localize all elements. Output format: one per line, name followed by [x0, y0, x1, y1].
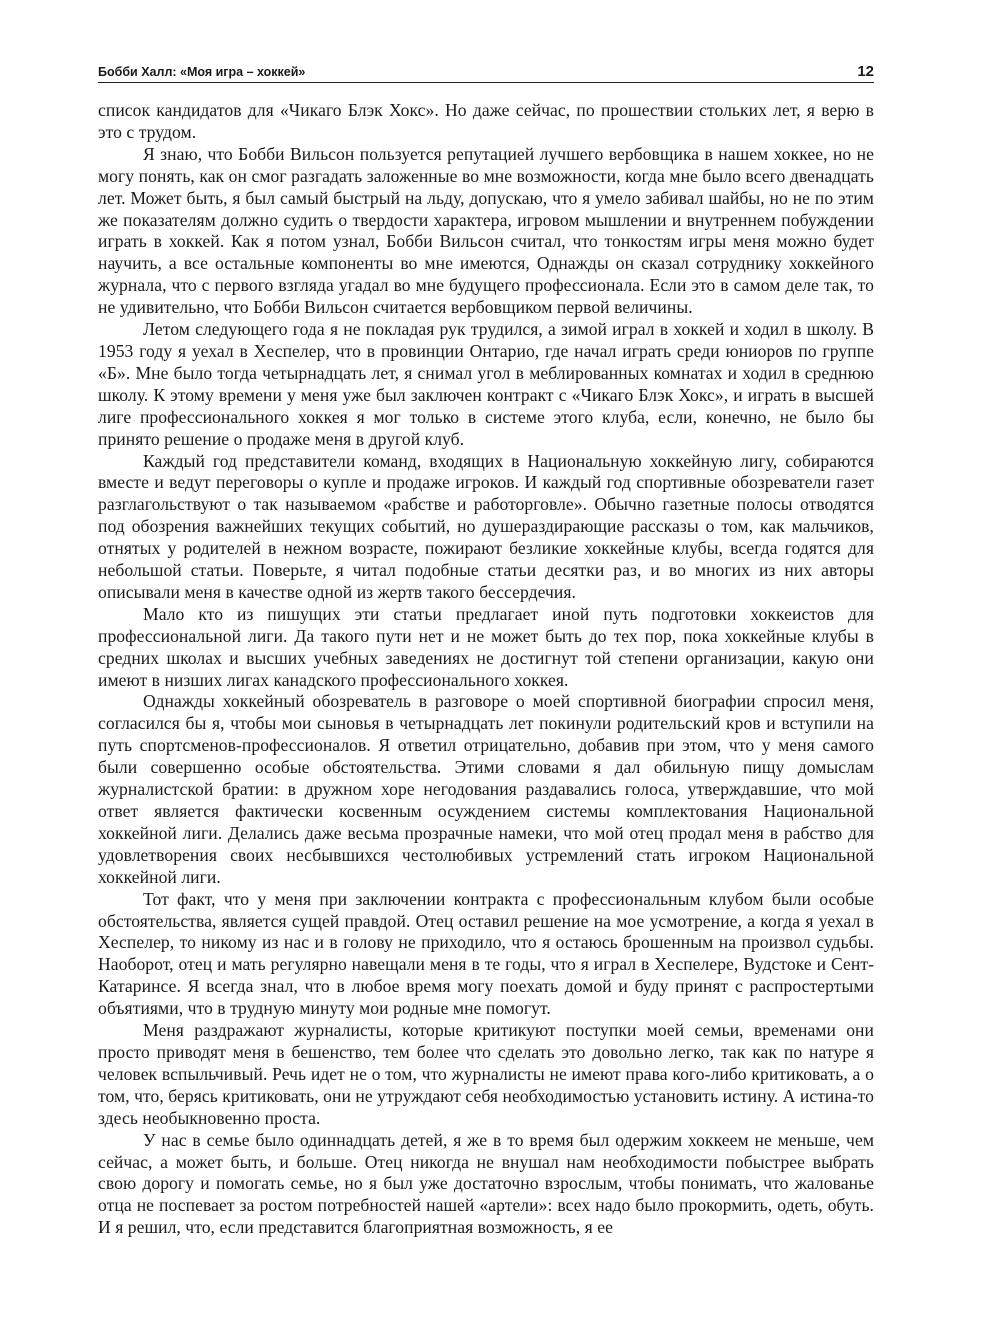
- paragraph: У нас в семье было одиннадцать детей, я же в то время был одержим хоккеем не меньше, чем сейчас, а может быть, и больше. Отец никогда не внушал нам необходимости побыстрее выбрать свою дорогу и помогать семье, но я был уже достаточно взрослым, чтобы понимать, что жалованье отца не поспевает за ростом потребностей нашей «артели»: всех надо было прокормить, одеть, обуть. И я решил, что, если представится благоприятная возможность, я ее: [98, 1129, 874, 1238]
- running-header: [98, 60, 874, 83]
- paragraph: Меня раздражают журналисты, которые критикуют поступки моей семьи, временами они просто приводят меня в бешенство, тем более что сделать это довольно легко, так как по натуре я человек вспыльчивый. Речь идет не о том, что журналисты не имеют права кого-либо критиковать, а о том, что, берясь критиковать, они не утруждают себя необходимостью установить истину. А истина-то здесь необыкновенно проста.: [98, 1020, 874, 1128]
- body-text: [98, 100, 874, 1239]
- paragraph: Тот факт, что у меня при заключении контракта с профессиональным клубом были особые обстоятельства, является сущей правдой. Отец оставил решение на мое усмотрение, а когда я уехал в Хеспелер, то никому из нас и в голову не приходило, что я остаюсь брошенным на произвол судьбы. Наоборот, отец и мать регулярно навещали меня в те годы, что я играл в Хеспелере, Вудстоке и Сент-Катаринсе. Я всегда знал, что в любое время могу поехать домой и буду принят с распростертыми объятиями, что в трудную минуту мои родные мне помогут.: [98, 888, 874, 1019]
- book-title-header: Бобби Халл: «Моя игра – хоккей»: [98, 65, 306, 79]
- paragraph: Мало кто из пишущих эти статьи предлагает иной путь подготовки хоккеистов для профессиональной лиги. Да такого пути нет и не может быть до тех пор, пока хоккейные клубы в средних школах и высших учебных заведениях не достигнут той степени организации, какую они имеют в низших лигах канадского профессионального хоккея.: [98, 603, 874, 690]
- paragraph: Каждый год представители команд, входящих в Национальную хоккейную лигу, собираются вместе и ведут переговоры о купле и продаже игроков. И каждый год спортивные обозреватели газет разглагольствуют о так называемом «рабстве и работорговле». Обычно газетные полосы отводятся под обозрения важнейших текущих событий, но душераздирающие рассказы о том, как мальчиков, отнятых у родителей в нежном возрасте, пожирают безликие хоккейные клубы, всегда годятся для небольшой статьи. Поверьте, я читал подобные статьи десятки раз, и во многих из них авторы описывали меня в качестве одной из жертв такого бессердечия.: [98, 450, 874, 602]
- paragraph: Однажды хоккейный обозреватель в разговоре о моей спортивной биографии спросил меня, согласился бы я, чтобы мои сыновья в четырнадцать лет покинули родительский кров и вступили на путь спортсменов-профессионалов. Я ответил отрицательно, добавив при этом, что у меня самого были совершенно особые обстоятельства. Этими словами я дал обильную пищу домыслам журналистской братии: в дружном хоре негодования раздавались голоса, утверждавшие, что мой ответ является фактически косвенным осуждением системы комплектования Национальной хоккейной лиги. Делались даже весьма прозрачные намеки, что мой отец продал меня в рабство для удовлетворения своих несбывшихся честолюбивых устремлений стать игроком Национальной хоккейной лиги.: [98, 691, 874, 887]
- book-page: [98, 60, 874, 1239]
- page-number: 12: [857, 63, 874, 80]
- paragraph: Я знаю, что Бобби Вильсон пользуется репутацией лучшего вербовщика в нашем хоккее, но не могу понять, как он смог разгадать заложенные во мне возможности, когда мне было всего двенадцать лет. Может быть, я был самый быстрый на льду, допускаю, что я умело забивал шайбы, но не по этим же показателям должно судить о твердости характера, игровом мышлении и внутреннем побуждении играть в хоккей. Как я потом узнал, Бобби Вильсон считал, что тонкостям игры меня можно будет научить, а все остальные компоненты во мне имеются, Однажды он сказал сотруднику хоккейного журнала, что с первого взгляда угадал во мне будущего профессионала. Если это в самом деле так, то не удивительно, что Бобби Вильсон считается вербовщиком первой величины.: [98, 143, 874, 318]
- paragraph-continued: список кандидатов для «Чикаго Блэк Хокс». Но даже сейчас, по прошествии стольких лет, я верю в это с трудом.: [98, 100, 874, 142]
- paragraph: Летом следующего года я не покладая рук трудился, а зимой играл в хоккей и ходил в школу. В 1953 году я уехал в Хеспелер, что в провинции Онтарио, где начал играть среди юниоров по группе «Б». Мне было тогда четырнадцать лет, я снимал угол в меблированных комнатах и ходил в среднюю школу. К этому времени у меня уже был заключен контракт с «Чикаго Блэк Хокс», и играть в высшей лиге профессионального хоккея я мог только в системе этого клуба, если, конечно, не было бы принято решение о продаже меня в другой клуб.: [98, 319, 874, 449]
